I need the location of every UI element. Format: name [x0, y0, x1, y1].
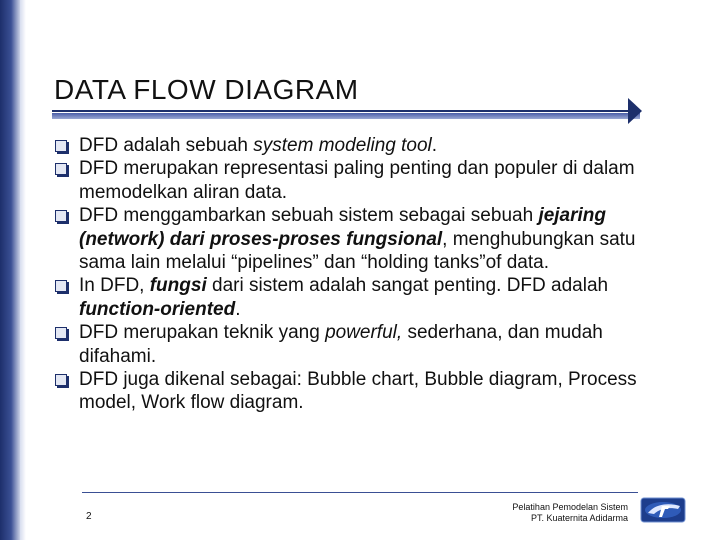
bullet-text: DFD merupakan teknik yang — [79, 322, 326, 344]
bullet-text: powerful, — [325, 322, 403, 344]
bullet-text: . — [431, 135, 438, 156]
bullet-text: system modeling tool — [253, 135, 432, 156]
slide-title: DATA FLOW DIAGRAM — [54, 74, 359, 105]
bullet-item — [52, 368, 672, 415]
title-underline-shadow — [52, 113, 640, 119]
left-decorative-bar — [0, 0, 20, 540]
checkbox-square-icon — [55, 140, 67, 152]
bullet-item — [52, 274, 672, 321]
bullet-item — [52, 134, 672, 157]
bullet-item — [52, 321, 672, 368]
page-number: 2 — [86, 511, 92, 522]
bullet-text: DFD menggambarkan sebuah sistem sebagai sebuah — [79, 205, 539, 227]
bullet-text: , menghubungkan satu sama lain melalui “pipelines” dan “holding tanks”of data. — [79, 228, 636, 274]
checkbox-square-icon — [55, 280, 67, 292]
bullet-text: function-oriented — [79, 298, 236, 320]
footer-line-1: Pelatihan Pemodelan Sistem — [512, 502, 628, 512]
bullet-text: fungsi — [149, 275, 207, 297]
bullet-item — [52, 204, 672, 274]
bullet-text: DFD juga dikenal sebagai: Bubble chart, Bubble diagram, Process model, Work flow diagram. — [79, 369, 637, 414]
checkbox-square-icon — [55, 374, 67, 386]
company-logo-icon — [640, 497, 686, 523]
bullet-text: dari sistem adalah sangat penting. DFD adalah — [206, 275, 609, 297]
footer-caption — [408, 502, 628, 524]
bullet-text: jejaring (network) dari proses-proses fungsional — [79, 205, 607, 250]
checkbox-square-icon — [55, 210, 67, 222]
title-arrow-icon — [628, 98, 642, 124]
bullet-text: . — [235, 298, 241, 320]
bullet-text: DFD adalah sebuah — [79, 135, 254, 156]
bullet-item — [52, 157, 672, 204]
checkbox-square-icon — [55, 163, 67, 175]
bullet-text: In DFD, — [79, 275, 150, 297]
bullet-text: sederhana, dan mudah difahami. — [79, 322, 603, 367]
bullet-text: DFD merupakan representasi paling penting dan populer di dalam memodelkan aliran data. — [79, 158, 635, 203]
footer-line-2: PT. Kuaternita Adidarma — [530, 513, 628, 523]
checkbox-square-icon — [55, 327, 67, 339]
footer-divider — [82, 492, 638, 493]
bullet-list — [52, 134, 672, 415]
title-underline — [52, 110, 634, 112]
